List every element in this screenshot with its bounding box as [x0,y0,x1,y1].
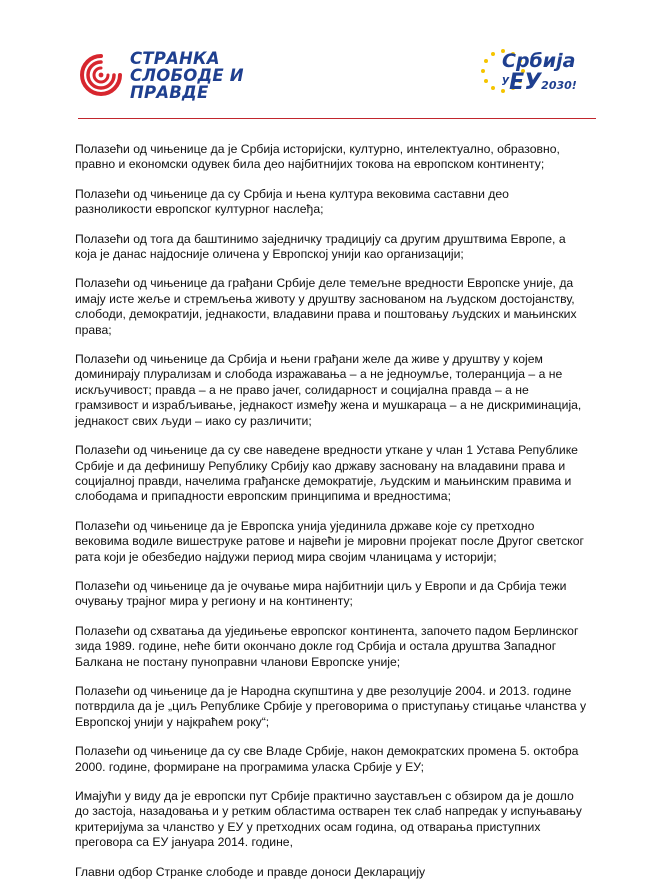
paragraph: Полазећи од чињенице да је Народна скупштина у две резолуције 2004. и 2013. године потврдила да је „циљ Републике Србије у преговорима о приступању стицање чланства у Европској унији у најкраћем року“; [75,683,587,729]
eu-badge-prefix: у [502,73,510,86]
party-name-line: ПРАВДЕ [130,83,209,102]
paragraph: Полазећи од чињенице да су све наведене вредности уткане у члан 1 Устава Републике Србије и да дефинишу Републику Србију као државу засновану на владавини права и социјалној правди, начелима грађанске демократије, људским и мањинским правима и слободама и припадности европским принципима и вредностима; [75,443,578,504]
header-divider [78,118,596,119]
eu-badge [478,46,590,98]
declaration-body [75,142,587,880]
eu-badge-eu: ЕУ [509,70,542,95]
document-header [0,0,652,120]
swirl-logo-icon [78,52,124,98]
paragraph: Полазећи од тога да баштинимо заједничку традицију са другим друштвима Европе, а која је данас најдосније оличена у Европској унији као организацији; [75,231,566,262]
paragraph: Полазећи од чињенице да је Србија историјски, културно, интелектуално, образовно, правно и економски одувек била део најбитнијих токова на европском континенту; [75,142,560,172]
paragraph: Полазећи од схватања да уједињење европског континента, започето падом Берлинског зида 1989. године, неће бити окончано доклe год Србија и остала друштва Западног Балкана не постану пуноправни чланови Европске уније; [75,623,579,669]
paragraph: Полазећи од чињенице да Србија и њени грађани желе да живе у друштву у којем доминирају плурализам и слобода изражавања – а не једноумље, толеранција – а не искључивост; правда – а не право јачег, солидарност и социјална правда – а не грамзивост и израбљивање, једнакост између жена и мушкараца – а не дискриминација, једнакост свих људи – иако су различити; [75,352,582,428]
paragraph: Полазећи од чињенице да су све Владе Србије, након демократских промена 5. октобра 2000. године, формиране на програмима уласка Србије у ЕУ; [75,744,579,774]
paragraph: Главни одбор Странке слободе и правде доноси Декларацију [75,864,426,879]
paragraph: Полазећи од чињенице да су Србија и њена култура вековима саставни део разноликости европског културног наслеђа; [75,186,509,217]
party-name-line: СЛОБОДЕ И [130,66,244,85]
party-name [130,50,244,101]
party-name-line: СТРАНКА [130,49,220,68]
party-logo [78,50,278,106]
eu-badge-title: Србија [502,50,576,72]
paragraph: Полазећи од чињенице да је Европска унија ујединила државе које су претходно вековима водиле вишеструке ратове и највећи је мировни пројекат после Другог светског рата који је обезбедио најдужи период мира својим чланицама у историји; [75,518,584,564]
paragraph: Полазећи од чињенице да грађани Србије деле темељне вредности Европске уније, да имају исте жеље и стремљења животу у друштву заснованом на људском достојанству, слободи, демократији, једнакости, владавини права и поштовању људских и мањинских права; [75,276,577,337]
paragraph: Полазећи од чињенице да је очување мира најбитнији циљ у Европи и да Србија тежи очувању трајног мира у региону и на континенту; [75,578,567,609]
paragraph: Имајући у виду да је европски пут Србије практично заустављен с обзиром да је дошло до застоја, назадовања и у ретким областима остварен тек слаб напредак у испуњавању критеријума за чланство у ЕУ у претходних осам година, од отварања приступних преговора са ЕУ јануара 2014. године, [75,789,582,850]
eu-badge-year: 2030! [541,79,577,92]
eu-badge-subtitle [502,70,577,95]
